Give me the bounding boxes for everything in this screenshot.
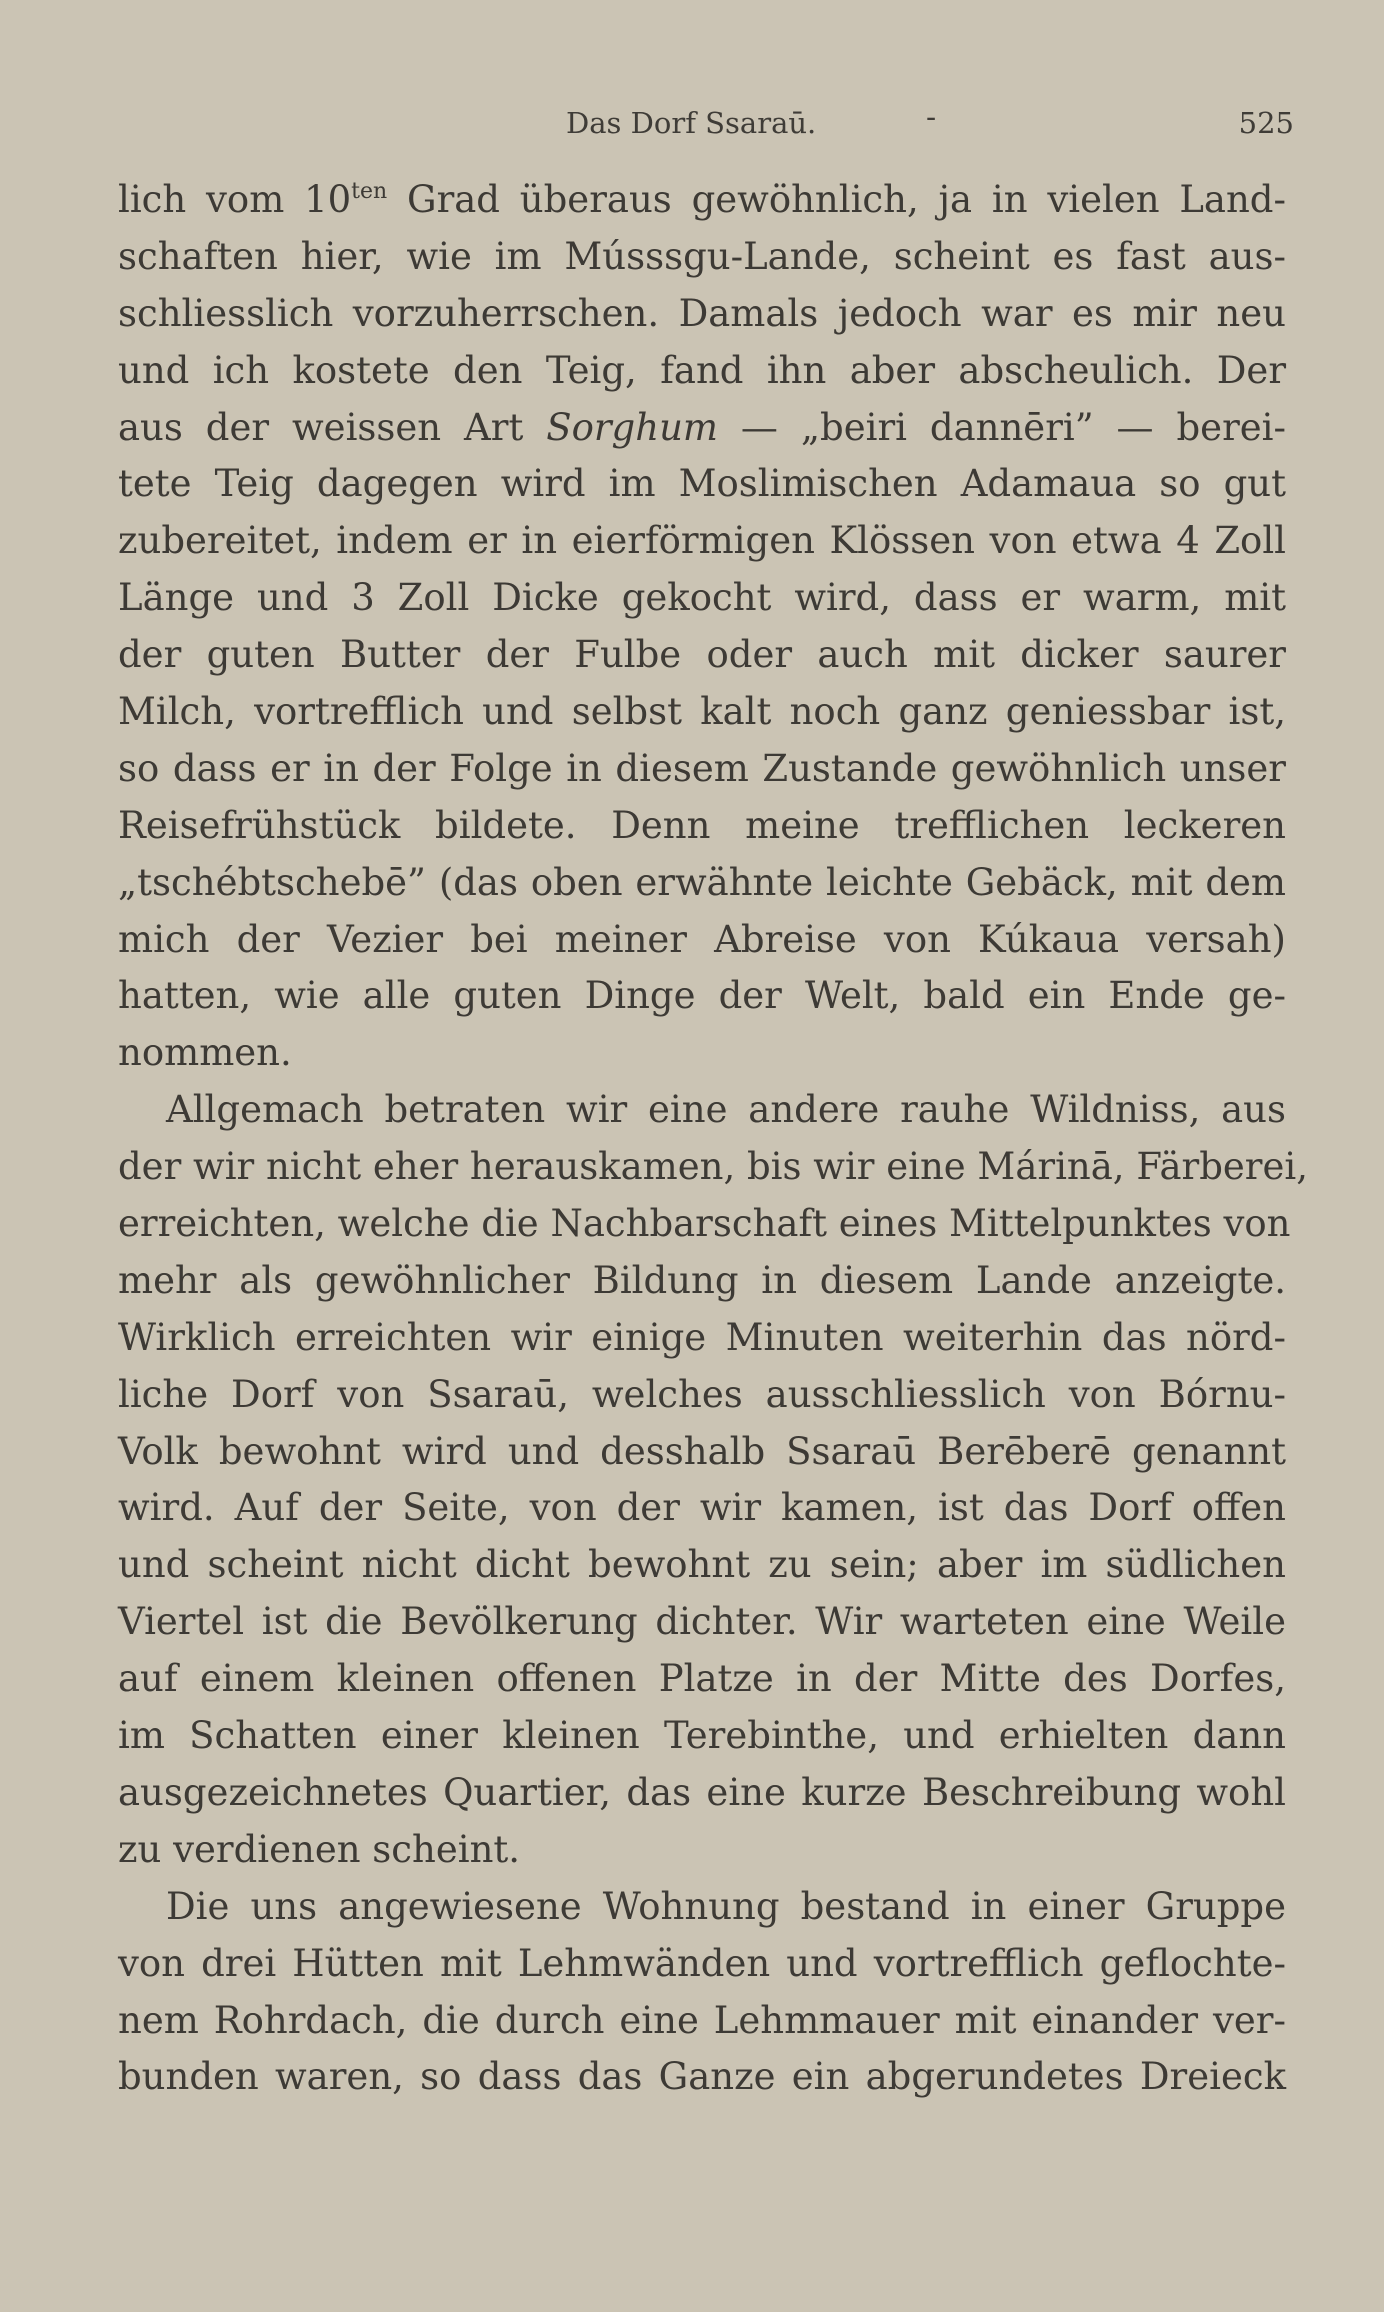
text-line: wird. Auf der Seite, von der wir kamen, ist das Dorf offen — [118, 1486, 1286, 1530]
text-line: Volk bewohnt wird und desshalb Ssaraū Berēberē genannt — [118, 1429, 1286, 1473]
text-line: erreichten, welche die Nachbarschaft eines Mittelpunktes von — [118, 1202, 1291, 1246]
text-line: „tschébtschebē” (das oben erwähnte leichte Gebäck, mit dem — [118, 860, 1286, 904]
text-line: Reisefrühstück bildete. Denn meine trefflichen leckeren — [118, 803, 1286, 847]
text-line: schaften hier, wie im Músssgu-Lande, scheint es fast aus- — [118, 234, 1286, 278]
superscript: ten — [351, 179, 388, 204]
text-line: zu verdienen scheint. — [118, 1827, 521, 1871]
text-line: Länge und 3 Zoll Dicke gekocht wird, dass er warm, mit — [118, 576, 1286, 620]
italic-term: Sorghum — [546, 405, 718, 449]
text-line: Viertel ist die Bevölkerung dichter. Wir warteten eine Weile — [118, 1600, 1286, 1644]
text-line: liche Dorf von Ssaraū, welches ausschliesslich von Bórnu- — [118, 1372, 1286, 1416]
running-title: Das Dorf Ssaraū. — [566, 106, 817, 140]
text-line: so dass er in der Folge in diesem Zustande gewöhnlich unser — [118, 746, 1286, 790]
text-line: nem Rohrdach, die durch eine Lehmmauer mit einander ver- — [118, 1998, 1286, 2042]
text-line: im Schatten einer kleinen Terebinthe, und erhielten dann — [118, 1714, 1286, 1758]
text-line: und ich kostete den Teig, fand ihn aber abscheulich. Der — [118, 348, 1286, 392]
text-line: der guten Butter der Fulbe oder auch mit dicker saurer — [118, 633, 1286, 677]
text-line: nommen. — [118, 1031, 292, 1075]
text-line: Die uns angewiesene Wohnung bestand in einer Gruppe — [166, 1884, 1286, 1928]
text-line: bunden waren, so dass das Ganze ein abgerundetes Dreieck — [118, 2055, 1286, 2099]
text-line: von drei Hütten mit Lehmwänden und vortrefflich geflochte- — [118, 1941, 1286, 1985]
paragraph — [118, 1082, 1308, 1878]
page-number: 525 — [1238, 106, 1294, 140]
text-line: ausgezeichnetes Quartier, das eine kurze Beschreibung wohl — [118, 1770, 1286, 1814]
text-line: zubereitet, indem er in eierförmigen Klössen von etwa 4 Zoll — [118, 519, 1286, 563]
paragraph — [118, 172, 1286, 1082]
text-line: lich vom $10^{ten}$ Grad überaus gewöhnlich, ja in vielen Land- — [118, 178, 1286, 221]
text-line: Wirklich erreichten wir einige Minuten weiterhin das nörd- — [118, 1315, 1286, 1359]
paragraph — [118, 1879, 1286, 2107]
text-line: tete Teig dagegen wird im Moslimischen Adamaua so gut — [118, 462, 1286, 506]
running-header — [0, 100, 1384, 150]
text-line: Allgemach betraten wir eine andere rauhe Wildniss, aus — [166, 1088, 1286, 1132]
text-line: und scheint nicht dicht bewohnt zu sein; aber im südlichen — [118, 1543, 1286, 1587]
text-line: mich der Vezier bei meiner Abreise von Kúkaua versah) — [118, 917, 1286, 961]
text-line: schliesslich vorzuherrschen. Damals jedoch war es mir neu — [118, 291, 1286, 335]
text-line: der wir nicht eher herauskamen, bis wir eine Márinā, Färberei, — [118, 1145, 1308, 1189]
text-line: aus der weissen Art Sorghum — „beiri dannēri” — berei- — [118, 405, 1286, 449]
text-line: mehr als gewöhnlicher Bildung in diesem Lande anzeigte. — [118, 1258, 1286, 1302]
body-text — [118, 172, 1308, 2106]
text-line: hatten, wie alle guten Dinge der Welt, bald ein Ende ge- — [118, 974, 1286, 1018]
text-line: Milch, vortrefflich und selbst kalt noch ganz geniessbar ist, — [118, 690, 1286, 734]
text-line: auf einem kleinen offenen Platze in der Mitte des Dorfes, — [118, 1657, 1286, 1701]
header-separator: - — [926, 100, 937, 135]
